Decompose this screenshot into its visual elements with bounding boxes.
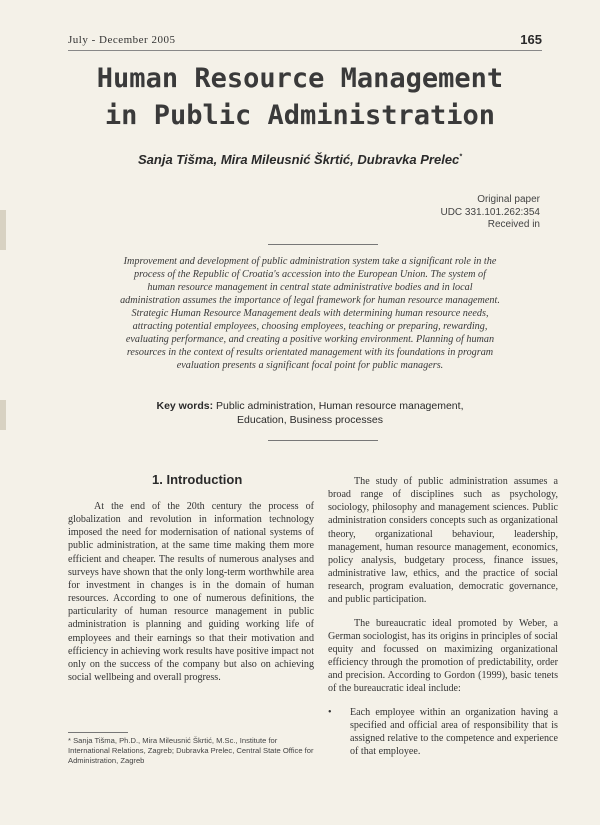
abstract-top-rule xyxy=(268,244,378,245)
author-footnote-mark: * xyxy=(459,153,463,161)
bullet-text: Each employee within an organization having a specified and official area of responsibility that is assigned relative to the competence and experience of that employee. xyxy=(350,706,558,757)
title-line-1: Human Resource Management xyxy=(96,63,504,94)
paper-type: Original paper xyxy=(477,194,540,205)
right-column xyxy=(328,475,558,758)
left-column xyxy=(68,500,314,684)
abstract: Improvement and development of public administration system take a significant role in the process of the Republic of Croatia's accession into the European Union. The system of human resource management in central state administrative bodies and in local administration assumes the importance of legal framework for human resource management. Strategic Human Resource Management deals with determining human resource needs, attracting potential employees, choosing employees, teaching or preparing, rewarding, evaluating performance, and creating a positive working environment. Planning of human resources in the context of results orientated management with its foundations in program evaluation presents a significant focal point for public managers. xyxy=(120,256,500,371)
keywords-label: Key words: xyxy=(156,400,214,412)
running-head: July - December 2005 xyxy=(68,34,176,46)
keywords-text: Public administration, Human resource management, Education, Business processes xyxy=(216,400,464,426)
binding-shadow xyxy=(0,400,6,430)
author-list xyxy=(0,152,600,167)
udc-code: UDC 331.101.262:354 xyxy=(440,206,540,218)
keywords-bottom-rule xyxy=(268,440,378,441)
page-number: 165 xyxy=(520,32,542,47)
section-heading: 1. Introduction xyxy=(152,472,243,487)
paragraph: The study of public administration assumes a broad range of disciplines such as psychology, sociology, philosophy and management sciences. Public administration considers concepts such as organizational theory, organizational behaviour, leadership, management, human resource management, economics, policy analysis, budgetary process, finance issues, administrative law, ethics, and the practice of social research, program evaluation, democratic governance, and public participation. xyxy=(328,476,558,606)
footnote-rule xyxy=(68,732,128,733)
paper-info xyxy=(440,194,540,232)
article-title xyxy=(0,60,600,134)
footnote: * Sanja Tišma, Ph.D., Mira Mileusnić Škrtić, M.Sc., Institute for International Relations, Zagreb; Dubravka Prelec, Central State Office for Administration, Zagreb xyxy=(68,736,314,765)
author-names: Sanja Tišma, Mira Mileusnić Škrtić, Dubravka Prelec xyxy=(137,152,460,167)
binding-shadow xyxy=(0,210,6,250)
bullet-mark: • xyxy=(328,706,332,718)
header-rule xyxy=(68,50,542,51)
title-line-2: in Public Administration xyxy=(104,100,496,131)
bullet-item xyxy=(328,706,558,759)
keywords xyxy=(140,400,480,427)
received-date: Received in xyxy=(487,219,540,230)
paragraph: At the end of the 20th century the process of globalization and revolution in information technology imposed the need for modernisation of national systems of public administration, at the same time making them more efficient and cheaper. The results of numerous analyses and surveys have shown that the only long-term worthwhile area for investment in changes is in the domain of human resources. According to one of numerous definitions, the particularity of human resource management in public administration is planning and guiding working life of employees and their earnings so that their motivation and efficiency in achieving work results have positive impact not only on the success of the company but also on achieving social wellbeing and overall progress. xyxy=(68,501,314,684)
paragraph: The bureaucratic ideal promoted by Weber, a German sociologist, has its origins in principles of social equity and focussed on maximizing organizational efficiency through the promotion of predictability, order and precision. According to Gordon (1999), basic tenets of the bureaucratic ideal include: xyxy=(328,617,558,695)
